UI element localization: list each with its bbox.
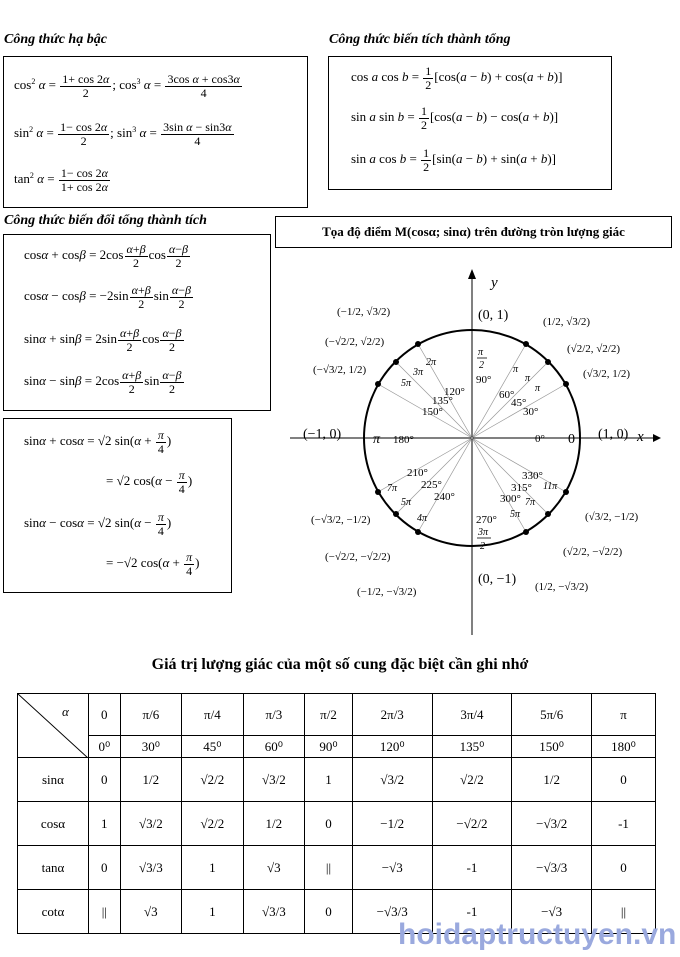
rad-cell: 0 bbox=[89, 694, 121, 736]
value-cell: 1/2 bbox=[120, 758, 182, 802]
value-cell: 1 bbox=[305, 758, 353, 802]
formula-sin-minus-sin: sinα − sinβ = 2cos $\frac{\alpha+\beta}{2}$ sin $\frac{\alpha-\beta}{2}$ bbox=[24, 368, 182, 396]
formula-sin-plus-cos: sinα + cosα = √2 sin(α + $\frac{\pi}{4}$ ) bbox=[24, 428, 172, 456]
sin-cos-box bbox=[3, 418, 232, 593]
value-cell: √3/3 bbox=[243, 890, 305, 934]
y-axis-label: y bbox=[491, 275, 498, 291]
formula-coscos: cos a cos b = $\frac{1}{2}$ [cos(a − b) + cos(a + b)] bbox=[351, 64, 563, 92]
formula-sin-plus-sin: sinα + sinβ = 2sin $\frac{\alpha+\beta}{2}$ cos $\frac{\alpha-\beta}{2}$ bbox=[24, 326, 182, 354]
x-axis-label: x bbox=[637, 429, 644, 445]
rad-cell: 5π/6 bbox=[512, 694, 592, 736]
deg-cell: 120⁰ bbox=[352, 736, 432, 758]
svg-text:2: 2 bbox=[480, 541, 485, 552]
coordinate-labels bbox=[311, 306, 639, 598]
svg-text:5π: 5π bbox=[510, 509, 521, 520]
svg-text:7π: 7π bbox=[387, 483, 398, 494]
value-cell: √3 bbox=[243, 846, 305, 890]
formula-sincos: sin a cos b = $\frac{1}{2}$ [sin(a − b) + sin(a + b)] bbox=[351, 146, 556, 174]
formula-cos-minus-cos: cosα − cosβ = −2sin $\frac{\alpha+\beta}{2}$ sin $\frac{\alpha-\beta}{2}$ bbox=[24, 283, 191, 311]
tong-tich-box bbox=[3, 234, 271, 411]
value-cell: 1/2 bbox=[243, 802, 305, 846]
value-cell: √3/2 bbox=[120, 802, 182, 846]
corner-diagonal bbox=[18, 694, 88, 758]
svg-text:120°: 120° bbox=[444, 386, 465, 398]
svg-text:0°: 0° bbox=[535, 433, 545, 445]
formula-sin-minus-cos-2: = −√2 cos(α + $\frac{\pi}{4}$ ) bbox=[106, 550, 200, 578]
svg-text:3π: 3π bbox=[413, 367, 424, 378]
deg-cell: 0⁰ bbox=[89, 736, 121, 758]
table-row-rad bbox=[18, 694, 656, 736]
svg-text:(−√2/2, −√2/2): (−√2/2, −√2/2) bbox=[325, 551, 391, 563]
rad-cell: π/3 bbox=[243, 694, 305, 736]
label-point-top: (0, 1) bbox=[478, 308, 509, 323]
row-label: cotα bbox=[18, 890, 89, 934]
svg-text:300°: 300° bbox=[500, 493, 521, 505]
value-cell: √3 bbox=[120, 890, 182, 934]
svg-text:2π: 2π bbox=[426, 357, 437, 368]
formula-sin-minus-cos: sinα − cosα = √2 sin(α − $\frac{\pi}{4}$ ) bbox=[24, 510, 172, 538]
svg-text:240°: 240° bbox=[434, 491, 455, 503]
deg-cell: 60⁰ bbox=[243, 736, 305, 758]
watermark: hoidaptructuyen.vn bbox=[398, 918, 677, 951]
table-row-cos bbox=[18, 802, 656, 846]
deg-cell: 45⁰ bbox=[182, 736, 244, 758]
circle-title: Tọa độ điểm M(cosα; sinα) trên đường tròn lượng giác bbox=[275, 216, 672, 248]
svg-text:150°: 150° bbox=[422, 406, 443, 418]
tich-tong-box bbox=[328, 56, 612, 190]
value-cell: -1 bbox=[432, 846, 512, 890]
table-row-sin bbox=[18, 758, 656, 802]
value-cell: || bbox=[592, 890, 656, 934]
label-point-left: (−1, 0) bbox=[303, 427, 342, 442]
label-zero: 0 bbox=[568, 432, 575, 447]
x-axis-arrow bbox=[653, 434, 661, 442]
formula-sin2: $\sin^2 \alpha$ = $\frac{1- \cos 2\alpha}{2}$ ; $\sin^3 \alpha$ = $\frac{\text{3sin α − sin3α}}{4}$ bbox=[14, 120, 232, 148]
value-cell: −√3 bbox=[512, 890, 592, 934]
svg-text:90°: 90° bbox=[476, 374, 492, 386]
row-label: sinα bbox=[18, 758, 89, 802]
value-cell: 0 bbox=[305, 890, 353, 934]
value-cell: 0 bbox=[592, 758, 656, 802]
degree-labels bbox=[393, 374, 545, 526]
corner-cell bbox=[18, 694, 89, 758]
unit-circle-diagram bbox=[285, 255, 680, 645]
value-cell: −√3/2 bbox=[512, 802, 592, 846]
table-row-deg bbox=[18, 736, 656, 758]
trig-values-table bbox=[17, 693, 656, 934]
formula-sinsin: sin a sin b = $\frac{1}{2}$ [cos(a − b) − cos(a + b)] bbox=[351, 104, 559, 132]
svg-text:(1/2, −√3/2): (1/2, −√3/2) bbox=[535, 581, 589, 593]
value-cell: −√3 bbox=[352, 846, 432, 890]
svg-text:π: π bbox=[478, 347, 484, 358]
svg-text:225°: 225° bbox=[421, 479, 442, 491]
rad-cell: 3π/4 bbox=[432, 694, 512, 736]
svg-text:330°: 330° bbox=[522, 470, 543, 482]
svg-text:(−1/2, √3/2): (−1/2, √3/2) bbox=[337, 306, 391, 318]
svg-text:(−√2/2, √2/2): (−√2/2, √2/2) bbox=[325, 336, 385, 348]
row-label: cosα bbox=[18, 802, 89, 846]
svg-text:(−1/2, −√3/2): (−1/2, −√3/2) bbox=[357, 586, 417, 598]
value-cell: 1 bbox=[89, 802, 121, 846]
value-cell: || bbox=[89, 890, 121, 934]
svg-text:180°: 180° bbox=[393, 434, 414, 446]
value-cell: || bbox=[305, 846, 353, 890]
svg-text:(√3/2, −1/2): (√3/2, −1/2) bbox=[585, 511, 639, 523]
value-cell: √2/2 bbox=[182, 758, 244, 802]
deg-cell: 150⁰ bbox=[512, 736, 592, 758]
svg-text:60°: 60° bbox=[499, 389, 515, 401]
value-cell: 1/2 bbox=[512, 758, 592, 802]
svg-text:π: π bbox=[525, 373, 531, 384]
row-label: tanα bbox=[18, 846, 89, 890]
svg-text:210°: 210° bbox=[407, 467, 428, 479]
rad-cell: π/6 bbox=[120, 694, 182, 736]
value-cell: −√2/2 bbox=[432, 802, 512, 846]
svg-text:(√2/2, −√2/2): (√2/2, −√2/2) bbox=[563, 546, 623, 558]
formula-sin-plus-cos-2: = √2 cos(α − $\frac{\pi}{4}$ ) bbox=[106, 468, 193, 496]
label-point-bottom: (0, −1) bbox=[478, 572, 517, 587]
section-title-tong-tich: Công thức biến đổi tổng thành tích bbox=[4, 213, 207, 228]
formula-tan2: $\tan^2 \alpha$ = $\frac{1- \cos 2\alpha}{1+ \cos 2\alpha}$ bbox=[14, 166, 108, 194]
svg-text:(√3/2, 1/2): (√3/2, 1/2) bbox=[583, 368, 630, 380]
svg-text:135°: 135° bbox=[432, 395, 453, 407]
section-title-tich-tong: Công thức biến tích thành tổng bbox=[329, 32, 511, 47]
svg-text:(−√3/2, 1/2): (−√3/2, 1/2) bbox=[313, 364, 367, 376]
ha-bac-box bbox=[3, 56, 308, 208]
svg-text:315°: 315° bbox=[511, 482, 532, 494]
deg-cell: 30⁰ bbox=[120, 736, 182, 758]
value-cell: -1 bbox=[592, 802, 656, 846]
table-title: Giá trị lượng giác của một số cung đặc biệt cần ghi nhớ bbox=[151, 656, 529, 673]
alpha-label: α bbox=[62, 704, 69, 719]
value-cell: 0 bbox=[89, 758, 121, 802]
svg-text:(1/2, √3/2): (1/2, √3/2) bbox=[543, 316, 590, 328]
svg-text:(−√3/2, −1/2): (−√3/2, −1/2) bbox=[311, 514, 371, 526]
svg-text:30°: 30° bbox=[523, 406, 539, 418]
deg-cell: 90⁰ bbox=[305, 736, 353, 758]
value-cell: √3/3 bbox=[120, 846, 182, 890]
y-axis-arrow bbox=[468, 269, 476, 279]
svg-text:π: π bbox=[535, 383, 541, 394]
value-cell: √2/2 bbox=[432, 758, 512, 802]
svg-text:11π: 11π bbox=[543, 481, 558, 492]
value-cell: √3/2 bbox=[352, 758, 432, 802]
value-cell: -1 bbox=[432, 890, 512, 934]
svg-text:7π: 7π bbox=[525, 497, 536, 508]
table-row-tan bbox=[18, 846, 656, 890]
svg-text:2: 2 bbox=[479, 360, 484, 371]
label-point-right: (1, 0) bbox=[598, 427, 629, 442]
rad-cell: 2π/3 bbox=[352, 694, 432, 736]
rad-cell: π/4 bbox=[182, 694, 244, 736]
value-cell: 0 bbox=[592, 846, 656, 890]
svg-text:5π: 5π bbox=[401, 497, 412, 508]
value-cell: −√3/3 bbox=[512, 846, 592, 890]
value-cell: 1 bbox=[182, 846, 244, 890]
deg-cell: 180⁰ bbox=[592, 736, 656, 758]
value-cell: 0 bbox=[89, 846, 121, 890]
svg-text:270°: 270° bbox=[476, 514, 497, 526]
deg-cell: 135⁰ bbox=[432, 736, 512, 758]
svg-text:π: π bbox=[513, 364, 519, 375]
rad-cell: π/2 bbox=[305, 694, 353, 736]
svg-text:5π: 5π bbox=[401, 378, 412, 389]
svg-text:4π: 4π bbox=[417, 513, 428, 524]
section-title-ha-bac: Công thức hạ bậc bbox=[4, 32, 107, 47]
value-cell: 1 bbox=[182, 890, 244, 934]
value-cell: −√3/3 bbox=[352, 890, 432, 934]
formula-cos2: $\cos^2 \alpha$ = $\frac{1+ \cos 2\alpha}{2}$ ; $\cos^3 \alpha$ = $\frac{\text{3cos α + cos3α}}{4}$ bbox=[14, 72, 240, 100]
svg-text:3π: 3π bbox=[478, 527, 489, 538]
value-cell: 0 bbox=[305, 802, 353, 846]
value-cell: √2/2 bbox=[182, 802, 244, 846]
svg-text:45°: 45° bbox=[511, 397, 527, 409]
svg-text:(√2/2, √2/2): (√2/2, √2/2) bbox=[567, 343, 621, 355]
value-cell: −1/2 bbox=[352, 802, 432, 846]
label-pi: π bbox=[373, 432, 381, 447]
rad-cell: π bbox=[592, 694, 656, 736]
value-cell: √3/2 bbox=[243, 758, 305, 802]
formula-cos-plus-cos: cosα + cosβ = 2cos $\frac{\alpha+\beta}{2}$ cos $\frac{\alpha-\beta}{2}$ bbox=[24, 242, 188, 270]
